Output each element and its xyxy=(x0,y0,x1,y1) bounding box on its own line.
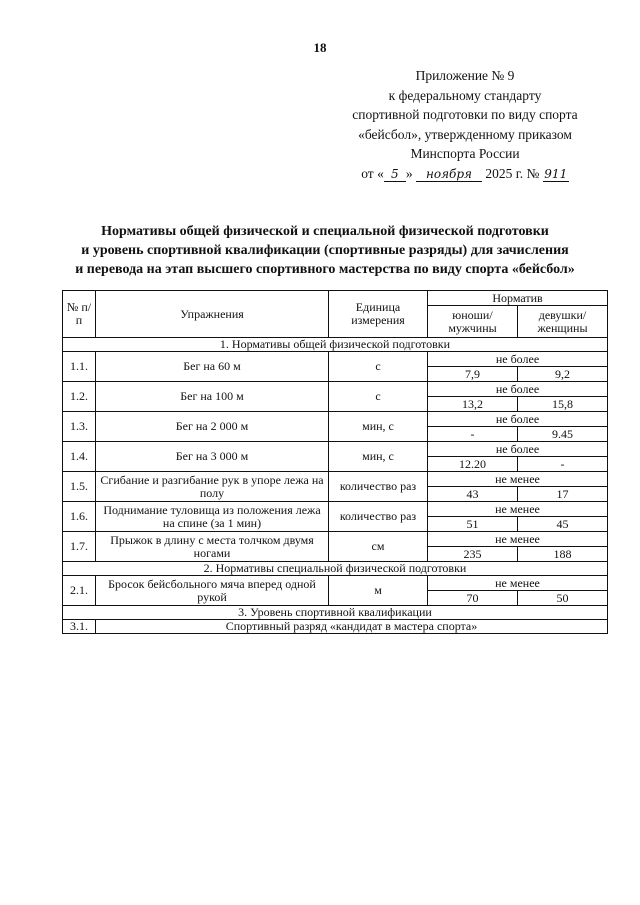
order-number: 911 xyxy=(544,166,568,181)
page-number: 18 xyxy=(313,40,327,55)
row-unit: с xyxy=(329,382,428,412)
row-girls-value: - xyxy=(518,457,608,472)
row-exercise: Бег на 3 000 м xyxy=(96,442,329,472)
section-row xyxy=(63,338,608,352)
row-boys-value: 7,9 xyxy=(428,367,518,382)
header-norm: Норматив xyxy=(428,291,608,306)
row-girls-value: 45 xyxy=(518,517,608,532)
row-number: 1.1. xyxy=(63,352,96,382)
document-title xyxy=(40,222,610,279)
order-from-prefix: от « xyxy=(361,165,384,181)
row-unit: количество раз xyxy=(329,502,428,532)
table-row xyxy=(63,352,608,367)
row-boys-value: 13,2 xyxy=(428,397,518,412)
header-exercise: Упражнения xyxy=(96,291,329,338)
row-boys-value: - xyxy=(428,427,518,442)
row-boys-value: 43 xyxy=(428,487,518,502)
header-num: № п/п xyxy=(63,291,96,338)
section-row xyxy=(63,606,608,620)
row-girls-value: 17 xyxy=(518,487,608,502)
row-number: 3.1. xyxy=(63,620,96,634)
appendix-line-2: к федеральному стандарту xyxy=(388,87,542,103)
appendix-line-1: Приложение № 9 xyxy=(415,68,515,83)
row-condition: не менее xyxy=(428,576,608,591)
row-unit: мин, с xyxy=(329,442,428,472)
row-number: 1.3. xyxy=(63,412,96,442)
table-row xyxy=(63,472,608,487)
title-line-1: Нормативы общей физической и специальной физической подготовки xyxy=(101,224,549,239)
row-exercise: Сгибание и разгибание рук в упоре лежа на полу xyxy=(96,472,329,502)
row-number: 1.5. xyxy=(63,472,96,502)
row-condition: не более xyxy=(428,442,608,457)
row-exercise: Поднимание туловища из положения лежа на спине (за 1 мин) xyxy=(96,502,329,532)
header-unit: Единица измерения xyxy=(329,291,428,338)
row-boys-value: 235 xyxy=(428,547,518,562)
row-exercise: Бег на 100 м xyxy=(96,382,329,412)
row-condition: не более xyxy=(428,412,608,427)
row-unit: с xyxy=(329,352,428,382)
row-number: 1.2. xyxy=(63,382,96,412)
row-girls-value: 15,8 xyxy=(518,397,608,412)
appendix-line-4: «бейсбол», утвержденному приказом xyxy=(358,126,572,142)
header-row xyxy=(63,291,608,306)
row-number: 2.1. xyxy=(63,576,96,606)
order-date-line xyxy=(330,164,600,184)
row-unit: м xyxy=(329,576,428,606)
header-girls: девушки/ женщины xyxy=(518,306,608,338)
row-girls-value: 50 xyxy=(518,591,608,606)
row-girls-value: 9.45 xyxy=(518,427,608,442)
row-exercise: Прыжок в длину с места толчком двумя ногами xyxy=(96,532,329,562)
section-title: 2. Нормативы специальной физической подготовки xyxy=(63,562,608,576)
table-row xyxy=(63,382,608,397)
appendix-line-5: Минспорта России xyxy=(410,146,520,161)
row-girls-value: 9,2 xyxy=(518,367,608,382)
title-line-3: и перевода на этап высшего спортивного мастерства по виду спорта «бейсбол» xyxy=(75,262,575,277)
row-exercise: Бег на 60 м xyxy=(96,352,329,382)
row-unit: мин, с xyxy=(329,412,428,442)
row-number: 1.7. xyxy=(63,532,96,562)
qualification-row xyxy=(63,620,608,634)
row-boys-value: 70 xyxy=(428,591,518,606)
order-quote-close: » xyxy=(405,165,413,181)
row-number: 1.4. xyxy=(63,442,96,472)
table-row xyxy=(63,576,608,591)
qualification-text: Спортивный разряд «кандидат в мастера спорта» xyxy=(96,620,608,634)
row-exercise: Бег на 2 000 м xyxy=(96,412,329,442)
order-day: 5 xyxy=(384,167,406,182)
section-row xyxy=(63,562,608,576)
row-unit: см xyxy=(329,532,428,562)
order-month: ноября xyxy=(416,167,482,182)
row-condition: не менее xyxy=(428,472,608,487)
section-title: 1. Нормативы общей физической подготовки xyxy=(63,338,608,352)
appendix-block xyxy=(330,66,600,183)
row-condition: не менее xyxy=(428,502,608,517)
table-row xyxy=(63,532,608,547)
row-unit: количество раз xyxy=(329,472,428,502)
appendix-line-3: спортивной подготовки по виду спорта xyxy=(352,107,578,122)
row-condition: не более xyxy=(428,382,608,397)
row-condition: не менее xyxy=(428,532,608,547)
norms-table xyxy=(62,290,608,634)
title-line-2: и уровень спортивной квалификации (спортивные разряды) для зачисления xyxy=(81,243,569,258)
row-boys-value: 51 xyxy=(428,517,518,532)
row-girls-value: 188 xyxy=(518,547,608,562)
header-boys: юноши/ мужчины xyxy=(428,306,518,338)
row-condition: не более xyxy=(428,352,608,367)
table-row xyxy=(63,412,608,427)
row-number: 1.6. xyxy=(63,502,96,532)
order-year-text: 2025 г. № xyxy=(485,165,540,181)
table-row xyxy=(63,502,608,517)
row-boys-value: 12.20 xyxy=(428,457,518,472)
row-exercise: Бросок бейсбольного мяча вперед одной рукой xyxy=(96,576,329,606)
section-title: 3. Уровень спортивной квалификации xyxy=(63,606,608,620)
table-row xyxy=(63,442,608,457)
